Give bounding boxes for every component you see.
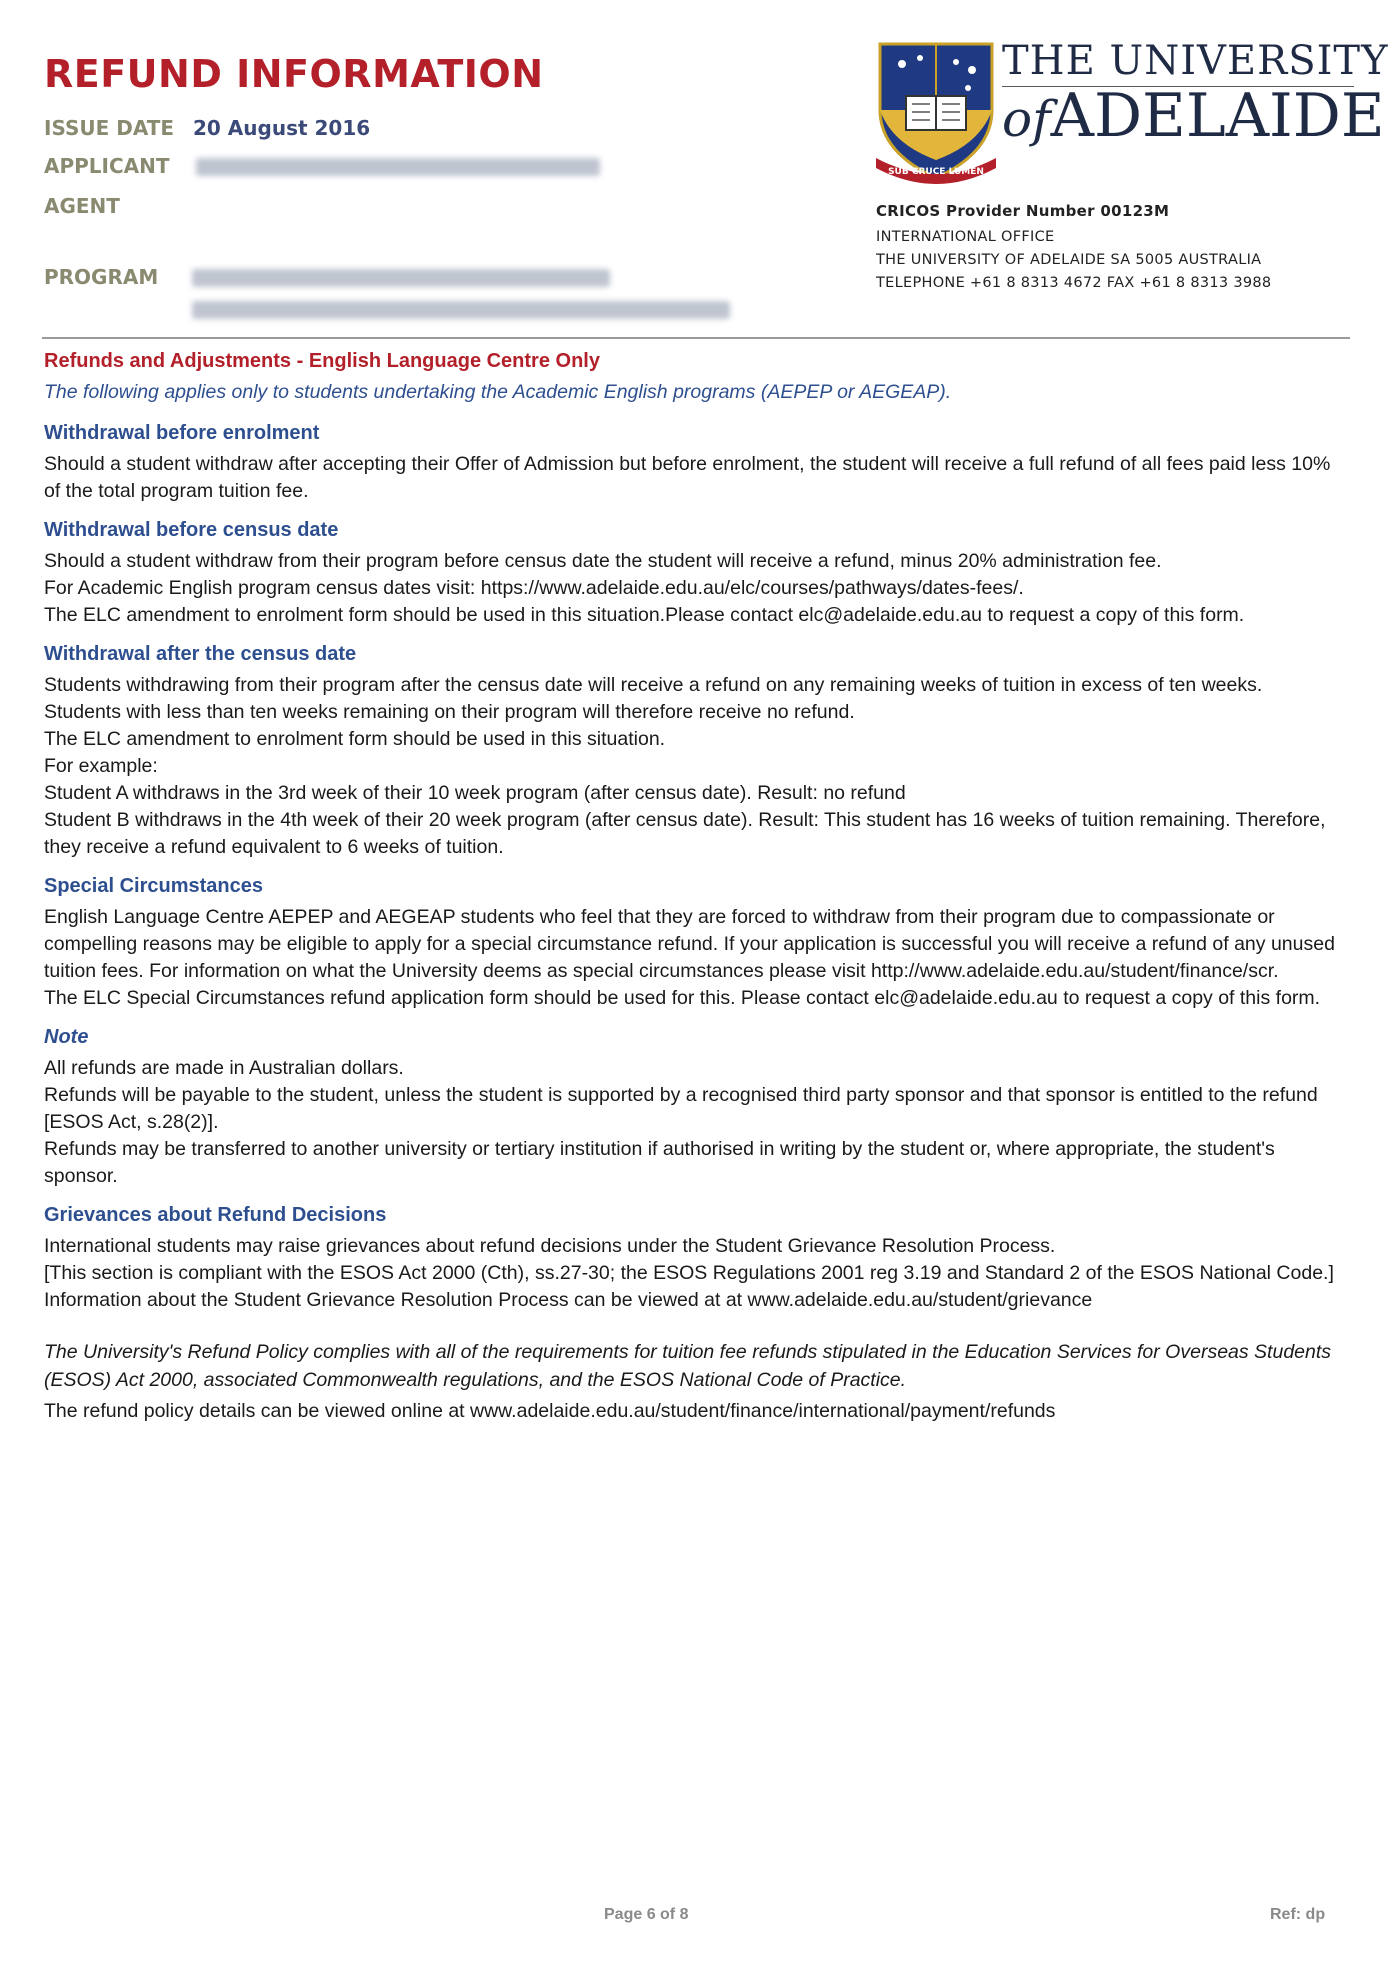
university-name-line2 <box>1002 81 1385 151</box>
section-note <box>44 1026 1344 1190</box>
policy-link: The refund policy details can be viewed online at www.adelaide.edu.au/student/finance/international/payment/refunds <box>44 1400 1056 1422</box>
section-heading: Special Circumstances <box>44 875 263 897</box>
section-heading: Withdrawal before census date <box>44 519 339 541</box>
section-special-circumstances <box>44 875 1344 1012</box>
section-text: The ELC amendment to enrolment form should be used in this situation.Please contact elc@adelaide.edu.au to request a copy of this form. <box>44 604 1245 626</box>
duration-redacted <box>192 301 730 319</box>
intro-text: The following applies only to students undertaking the Academic English programs (AEPEP or AEGEAP). <box>44 381 952 403</box>
policy-statement: The University's Refund Policy complies with all of the requirements for tuition fee refunds stipulated in the Education Services for Overseas Students (ESOS) Act 2000, associated Commonwealth regulations, and the ESOS National Code of Practice. <box>44 1341 1332 1391</box>
section-text: English Language Centre AEPEP and AEGEAP students who feel that they are forced to withdraw from their program due to compassionate or compelling reasons may be eligible to apply for a special circumstance refund. If your application is successful you will receive a refund of any unused tuition fees. For information on what the University deems as special circumstances please visit http://www.adelaide.edu.au/student/finance/scr. <box>44 906 1335 982</box>
main-heading: Refunds and Adjustments - English Language Centre Only <box>44 350 600 372</box>
section-heading: Note <box>44 1026 89 1048</box>
cricos-number: CRICOS Provider Number 00123M <box>876 202 1170 220</box>
page-number: Page 6 of 8 <box>604 1906 689 1923</box>
section-heading: Grievances about Refund Decisions <box>44 1204 387 1226</box>
page-title: REFUND INFORMATION <box>44 52 544 96</box>
section-grievances <box>44 1204 1344 1314</box>
section-text: Refunds may be transferred to another university or tertiary institution if authorised in writing by the student or, where appropriate, the student's sponsor. <box>44 1138 1275 1187</box>
applicant-label: APPLICANT <box>44 154 170 178</box>
program-label: PROGRAM <box>44 265 159 289</box>
section-text: [This section is compliant with the ESOS Act 2000 (Cth), ss.27-30; the ESOS Regulations 2001 reg 3.19 and Standard 2 of the ESOS National Code.] <box>44 1262 1334 1284</box>
section-text: Should a student withdraw after accepting their Offer of Admission but before enrolment, the student will receive a full refund of all fees paid less 10% of the total program tuition fee. <box>44 453 1331 502</box>
section-withdrawal-before-census <box>44 519 1344 629</box>
applicant-redacted <box>196 158 600 176</box>
refund-content <box>44 348 1344 1425</box>
reference-code: Ref: dp <box>1270 1906 1326 1923</box>
section-text: International students may raise grievances about refund decisions under the Student Grievance Resolution Process. <box>44 1235 1056 1257</box>
issue-date-value: 20 August 2016 <box>193 116 371 140</box>
office-address: THE UNIVERSITY OF ADELAIDE SA 5005 AUSTRALIA <box>876 252 1262 268</box>
section-text: All refunds are made in Australian dollars. <box>44 1057 404 1079</box>
university-crest-icon <box>872 40 1000 190</box>
section-text: The ELC Special Circumstances refund application form should be used for this. Please contact elc@adelaide.edu.au to request a copy of this form. <box>44 987 1321 1009</box>
section-text: Should a student withdraw from their program before census date the student will receive a refund, minus 20% administration fee. <box>44 550 1162 572</box>
section-text: The ELC amendment to enrolment form should be used in this situation. <box>44 728 666 750</box>
section-withdrawal-after-census <box>44 643 1344 861</box>
program-redacted <box>192 269 610 287</box>
section-text: Information about the Student Grievance Resolution Process can be viewed at at www.adelaide.edu.au/student/grievance <box>44 1289 1093 1311</box>
section-text: Student A withdraws in the 3rd week of their 10 week program (after census date). Result: no refund <box>44 782 906 804</box>
section-text: Student B withdraws in the 4th week of their 20 week program (after census date). Result: This student has 16 weeks of tuition remaining. Therefore, they receive a refund equivalent to 6 weeks of tuition. <box>44 809 1326 858</box>
office-name: INTERNATIONAL OFFICE <box>876 229 1055 245</box>
section-text: Students withdrawing from their program after the census date will receive a refund on any remaining weeks of tuition in excess of ten weeks. Students with less than ten weeks remaining on their program will therefore receive no refund. <box>44 674 1263 723</box>
issue-date-label: ISSUE DATE <box>44 116 175 140</box>
motto-text: SUB CRUCE LUMEN <box>888 167 984 177</box>
section-text: For Academic English program census dates visit: https://www.adelaide.edu.au/elc/courses/pathways/dates-fees/. <box>44 577 1024 599</box>
header-divider <box>42 337 1350 339</box>
university-name-of: of <box>1002 90 1051 148</box>
agent-label: AGENT <box>44 194 120 218</box>
office-phone: TELEPHONE +61 8 8313 4672 FAX +61 8 8313 3988 <box>876 275 1272 291</box>
section-withdrawal-before-enrolment <box>44 422 1344 505</box>
section-text: Refunds will be payable to the student, unless the student is supported by a recognised third party sponsor and that sponsor is entitled to the refund [ESOS Act, s.28(2)]. <box>44 1084 1318 1133</box>
university-name-adelaide: ADELAIDE <box>1050 81 1385 151</box>
section-heading: Withdrawal after the census date <box>44 643 357 665</box>
section-heading: Withdrawal before enrolment <box>44 422 320 444</box>
university-name-line1: THE UNIVERSITY <box>1002 38 1389 84</box>
section-text: For example: <box>44 755 158 777</box>
